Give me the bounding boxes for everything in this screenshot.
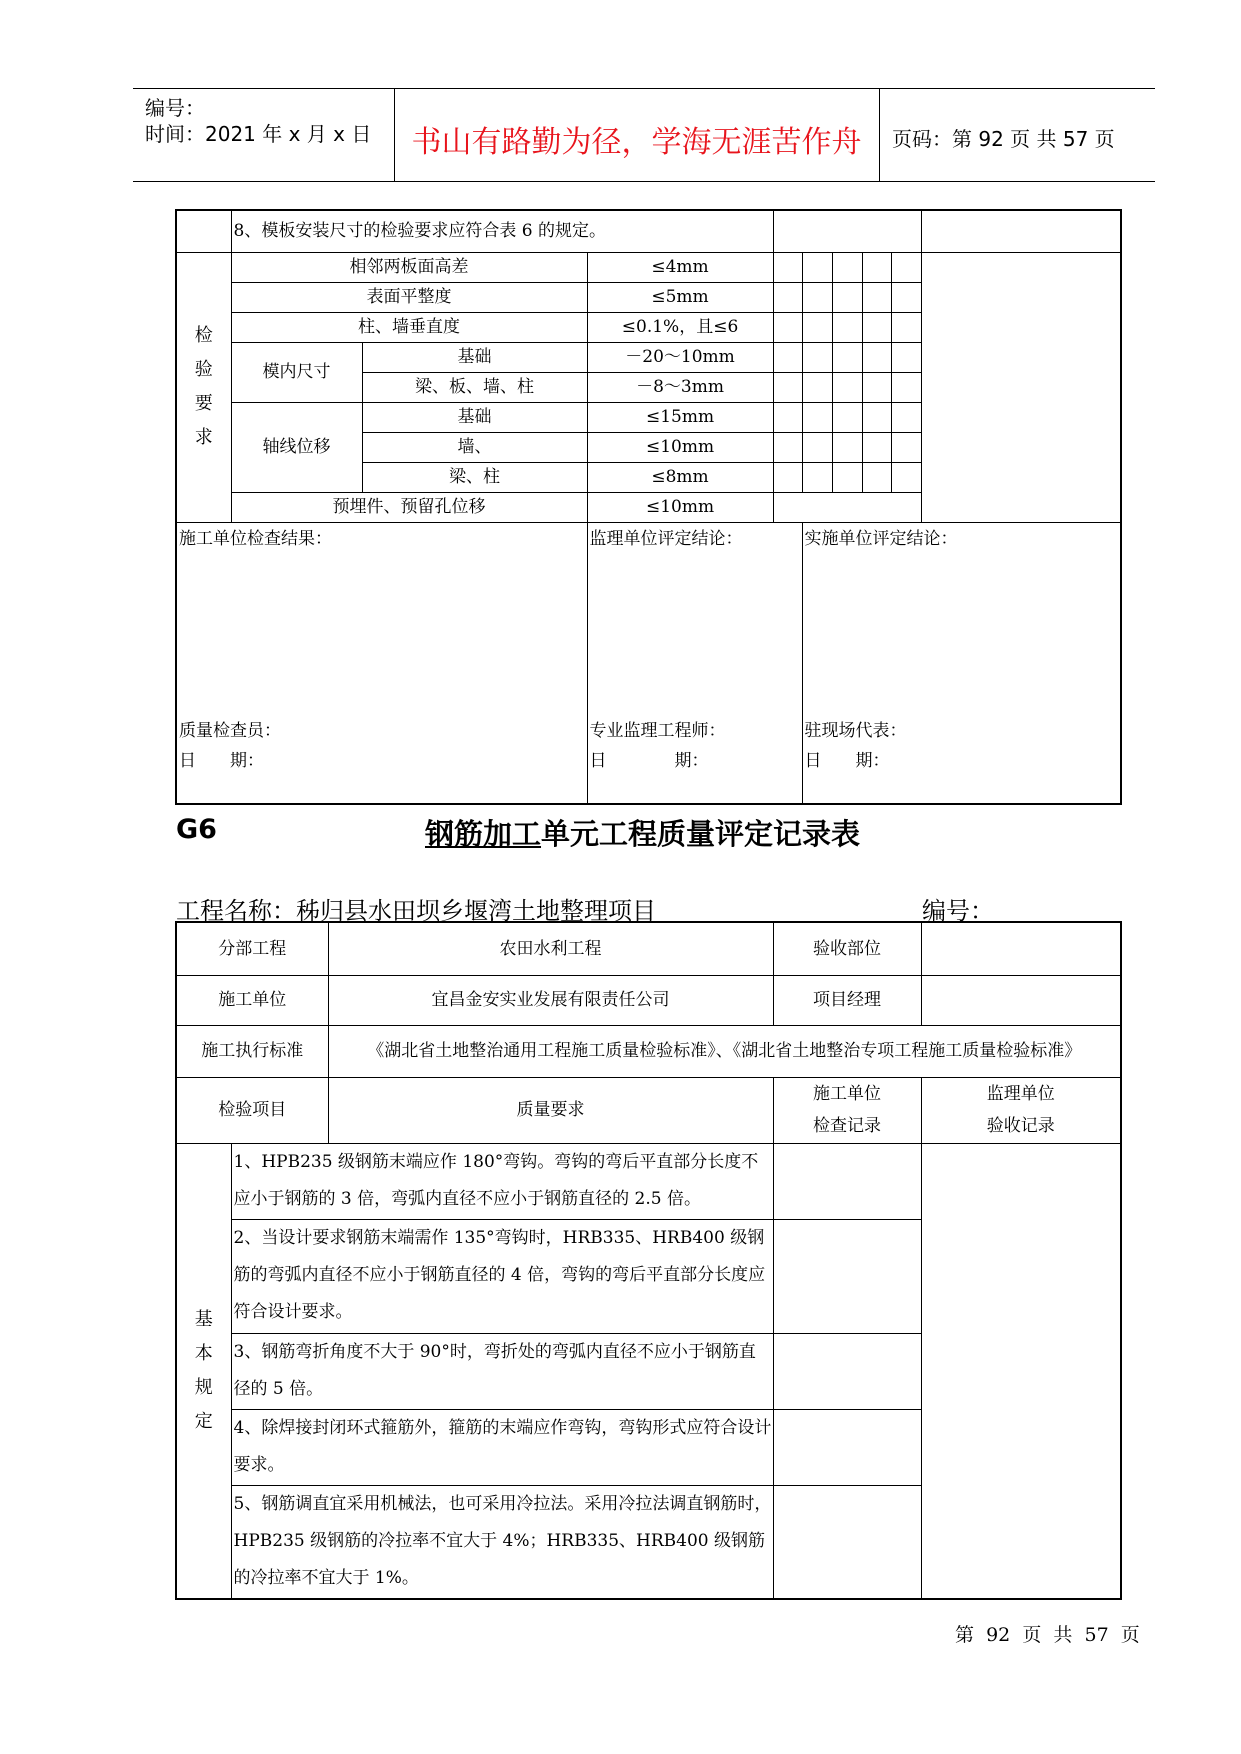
row-tolerance: ≤10mm xyxy=(587,432,773,462)
site-representative-label: 驻现场代表： xyxy=(804,720,907,741)
contractor-label: 施工单位 xyxy=(176,975,328,1025)
row-name: 基础 xyxy=(362,402,587,432)
supervisor-conclusion-cell xyxy=(587,522,802,804)
row-name: 表面平整度 xyxy=(231,282,587,312)
group-label: 轴线位移 xyxy=(231,402,362,492)
blank-cell xyxy=(921,252,1121,522)
header-bottom-rule xyxy=(133,181,1155,182)
header-motto: 书山有路勤为径，学海无涯苦作舟 xyxy=(411,125,862,160)
basic-rules-label: 基 本 规 定 xyxy=(176,1143,231,1599)
contractor-check-cell xyxy=(176,522,587,804)
section-code: G6 xyxy=(176,814,217,845)
supervisor-record-label: 监理单位 验收记录 xyxy=(921,1077,1121,1143)
row-name: 柱、墙垂直度 xyxy=(231,312,587,342)
inspection-requirement-label: 检 验 要 求 xyxy=(176,252,231,522)
blank-cell xyxy=(773,1409,921,1485)
item-8-text: 8、模板安装尺寸的检验要求应符合表 6 的规定。 xyxy=(231,210,773,252)
row-name: 梁、板、墙、柱 xyxy=(362,372,587,402)
blank-cell xyxy=(773,1333,921,1409)
header-page-info: 页码：第 92 页 共 57 页 xyxy=(892,127,1115,151)
row-tolerance: －8～3mm xyxy=(587,372,773,402)
row-name: 墙、 xyxy=(362,432,587,462)
header-divider-2 xyxy=(879,88,880,181)
blank-cell xyxy=(773,1143,921,1219)
date-label: 日 期： xyxy=(179,750,264,771)
row-tolerance: ≤8mm xyxy=(587,462,773,492)
row-name: 相邻两板面高差 xyxy=(231,252,587,282)
rule-1: 1、HPB235 级钢筋末端应作 180°弯钩。弯钩的弯后平直部分长度不应小于钢筋的 3 倍，弯弧内直径不应小于钢筋直径的 2.5 倍。 xyxy=(231,1143,773,1219)
row-tolerance: ≤4mm xyxy=(587,252,773,282)
footer-page-number: 第 92 页 共 57 页 xyxy=(955,1624,1140,1646)
supervising-engineer-label: 专业监理工程师： xyxy=(589,720,726,741)
rule-4: 4、除焊接封闭环式箍筋外，箍筋的末端应作弯钩，弯钩形式应符合设计要求。 xyxy=(231,1409,773,1485)
number-label: 编号： xyxy=(922,897,994,925)
contractor-record-label: 施工单位 检查记录 xyxy=(773,1077,921,1143)
row-tolerance: ≤5mm xyxy=(587,282,773,312)
blank-cell xyxy=(773,1219,921,1333)
quality-requirement-label: 质量要求 xyxy=(328,1077,773,1143)
row-tolerance: ≤15mm xyxy=(587,402,773,432)
date-label: 日 期： xyxy=(589,750,709,771)
standard-label: 施工执行标准 xyxy=(176,1025,328,1077)
section-title-rest: 单元工程质量评定记录表 xyxy=(541,817,861,851)
row-tolerance: ≤10mm xyxy=(587,492,773,522)
rule-3: 3、钢筋弯折角度不大于 90°时，弯折处的弯弧内直径不应小于钢筋直径的 5 倍。 xyxy=(231,1333,773,1409)
acceptance-part-label: 验收部位 xyxy=(773,922,921,975)
row-tolerance: －20～10mm xyxy=(587,342,773,372)
contractor-check-title: 施工单位检查结果： xyxy=(179,528,332,549)
implementer-conclusion-cell xyxy=(802,522,1121,804)
blank-cell xyxy=(773,210,921,252)
header-time: 时间：2021 年 x 月 x 日 xyxy=(145,122,372,146)
blank-cell xyxy=(176,210,231,252)
implementer-conclusion-title: 实施单位评定结论： xyxy=(804,528,958,549)
row-name: 基础 xyxy=(362,342,587,372)
rule-2: 2、当设计要求钢筋末端需作 135°弯钩时，HRB335、HRB400 级钢筋的弯弧内直径不应小于钢筋直径的 4 倍，弯钩的弯后平直部分长度应符合设计要求。 xyxy=(231,1219,773,1333)
rebar-processing-table xyxy=(175,921,1122,1600)
quality-inspector-label: 质量检查员： xyxy=(179,720,281,741)
inspection-item-label: 检验项目 xyxy=(176,1077,328,1143)
rule-5: 5、钢筋调直宜采用机械法，也可采用冷拉法。采用冷拉法调直钢筋时，HPB235 级钢筋的冷拉率不宜大于 4%；HRB335、HRB400 级钢筋的冷拉率不宜大于 1%。 xyxy=(231,1485,773,1599)
sub-project-value: 农田水利工程 xyxy=(328,922,773,975)
section-title-underlined: 钢筋加工 xyxy=(425,817,542,851)
acceptance-part-value xyxy=(921,922,1121,975)
project-manager-label: 项目经理 xyxy=(773,975,921,1025)
date-label: 日 期： xyxy=(804,750,890,771)
blank-cell xyxy=(773,1485,921,1599)
supervisor-conclusion-title: 监理单位评定结论： xyxy=(589,528,743,549)
blank-cell xyxy=(921,210,1121,252)
sub-project-label: 分部工程 xyxy=(176,922,328,975)
template-inspection-table xyxy=(175,209,1122,805)
section-title xyxy=(425,812,860,853)
blank-cell xyxy=(921,1143,1121,1599)
standard-value: 《湖北省土地整治通用工程施工质量检验标准》、《湖北省土地整治专项工程施工质量检验标准》 xyxy=(328,1025,1121,1077)
project-manager-value xyxy=(921,975,1121,1025)
contractor-value: 宜昌金安实业发展有限责任公司 xyxy=(328,975,773,1025)
row-tolerance: ≤0.1%，且≤6 xyxy=(587,312,773,342)
group-label: 模内尺寸 xyxy=(231,342,362,402)
project-name: 工程名称：秭归县水田坝乡堰湾土地整理项目 xyxy=(176,897,656,925)
row-name: 预埋件、预留孔位移 xyxy=(231,492,587,522)
row-name: 梁、柱 xyxy=(362,462,587,492)
header-code-label: 编号： xyxy=(145,96,205,120)
header-top-rule xyxy=(133,88,1155,89)
